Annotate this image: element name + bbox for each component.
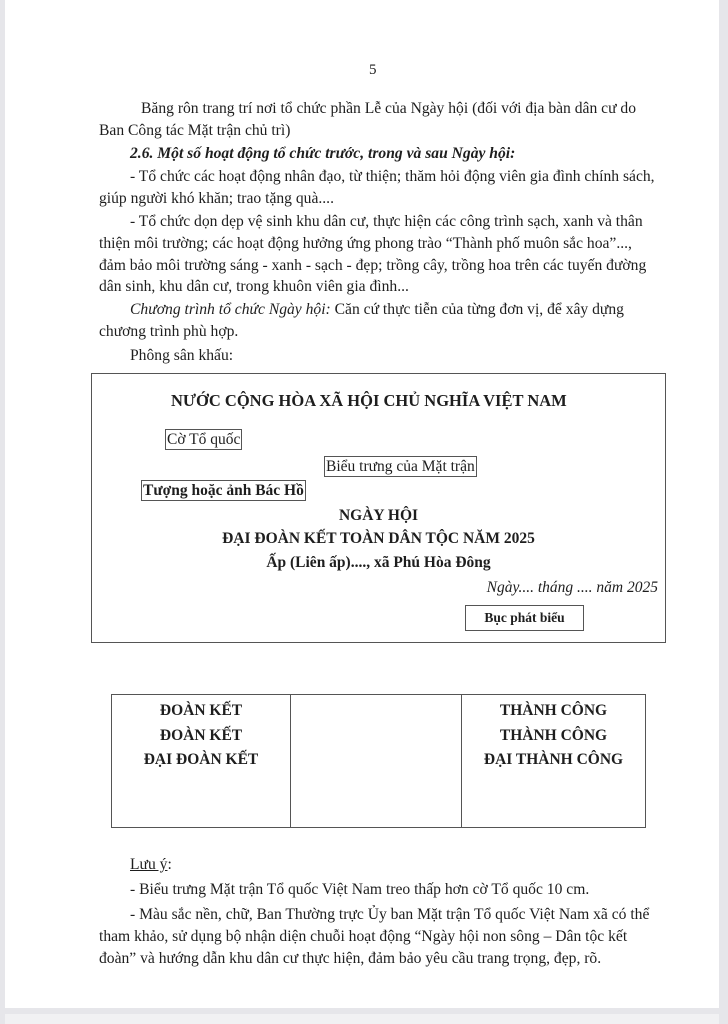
program-text: Căn cứ thực tiễn của từng đơn vị, để xây dựng xyxy=(330,301,624,318)
event-title: NGÀY HỘI xyxy=(338,507,419,524)
notes-heading-text: Lưu ý xyxy=(130,856,168,873)
slogan-right-panel xyxy=(461,695,645,827)
notes-heading xyxy=(130,855,172,875)
portrait-placeholder: Tượng hoặc ảnh Bác Hồ xyxy=(143,482,304,499)
slogan-right-line: THÀNH CÔNG xyxy=(499,726,608,744)
slogan-left-panel xyxy=(112,695,290,827)
date-line: Ngày.... tháng .... năm 2025 xyxy=(486,579,658,596)
section-heading: 2.6. Một số hoạt động tổ chức trước, trong và sau Ngày hội: xyxy=(130,145,516,162)
note-2-line1: - Màu sắc nền, chữ, Ban Thường trực Ủy ban Mặt trận Tổ quốc Việt Nam xã có thể xyxy=(130,906,650,923)
slogan-table xyxy=(111,694,646,828)
event-location: Ấp (Liên ấp)...., xã Phú Hòa Đông xyxy=(266,554,491,571)
slogan-left-line: ĐẠI ĐOÀN KẾT xyxy=(143,751,259,768)
next-page-edge xyxy=(5,1014,719,1024)
note-2-line3: đoàn” và hướng dẫn khu dân cư thực hiện, đảm bảo yêu cầu trang trọng, đẹp, rõ. xyxy=(99,950,602,967)
slogan-left-text xyxy=(112,695,290,773)
event-subtitle: ĐẠI ĐOÀN KẾT TOÀN DÂN TỘC NĂM 2025 xyxy=(222,530,535,547)
slogan-right-line: ĐẠI THÀNH CÔNG xyxy=(483,751,624,768)
emblem-placeholder: Biểu trưng của Mặt trận xyxy=(326,458,475,475)
page-number: 5 xyxy=(369,62,377,78)
slogan-left-line: ĐOÀN KẾT xyxy=(159,726,243,744)
slogan-right-text xyxy=(462,695,645,773)
bullet2-line2: thiện môi trường; các hoạt động hưởng ứng phong trào “Thành phố muôn sắc hoa”..., xyxy=(99,235,632,252)
notes-heading-colon: : xyxy=(167,856,172,873)
bullet1-line1: - Tổ chức các hoạt động nhân đạo, từ thiện; thăm hỏi động viên gia đình chính sách, xyxy=(130,168,655,185)
bullet2-line3: đảm bảo môi trường sáng - xanh - sạch - đẹp; trồng cây, trồng hoa trên các tuyến đường xyxy=(99,257,647,274)
paragraph-banner-line2: Ban Công tác Mặt trận chủ trì) xyxy=(99,122,291,139)
slogan-middle-panel xyxy=(290,695,461,827)
program-label: Chương trình tổ chức Ngày hội: xyxy=(130,301,331,318)
stage-label: Phông sân khấu: xyxy=(130,347,234,364)
note-1: - Biểu trưng Mặt trận Tổ quốc Việt Nam treo thấp hơn cờ Tổ quốc 10 cm. xyxy=(130,881,590,898)
note-2-line2: tham khảo, sử dụng bộ nhận diện chuỗi hoạt động “Ngày hội non sông – Dân tộc kết xyxy=(99,928,628,945)
paragraph-banner-line1: Băng rôn trang trí nơi tổ chức phần Lễ của Ngày hội (đối với địa bàn dân cư do xyxy=(141,100,637,117)
bullet2-line4: dân sinh, khu dân cư, trong khuôn viên gia đình... xyxy=(99,278,409,295)
bullet1-line2: giúp người khó khăn; trao tặng quà.... xyxy=(99,190,334,207)
slogan-right-line: THÀNH CÔNG xyxy=(499,702,608,719)
slogan-left-line: ĐOÀN KẾT xyxy=(159,702,243,719)
stage-backdrop-diagram xyxy=(91,373,666,643)
bullet2-line1: - Tổ chức dọn dẹp vệ sinh khu dân cư, thực hiện các công trình sạch, xanh và thân xyxy=(130,213,643,230)
program-paragraph-line2: chương trình phù hợp. xyxy=(99,323,239,340)
flag-placeholder: Cờ Tổ quốc xyxy=(167,431,241,448)
podium-placeholder: Bục phát biểu xyxy=(465,605,584,631)
program-paragraph-line1 xyxy=(130,300,624,320)
country-title: NƯỚC CỘNG HÒA XÃ HỘI CHỦ NGHĨA VIỆT NAM xyxy=(171,391,567,410)
